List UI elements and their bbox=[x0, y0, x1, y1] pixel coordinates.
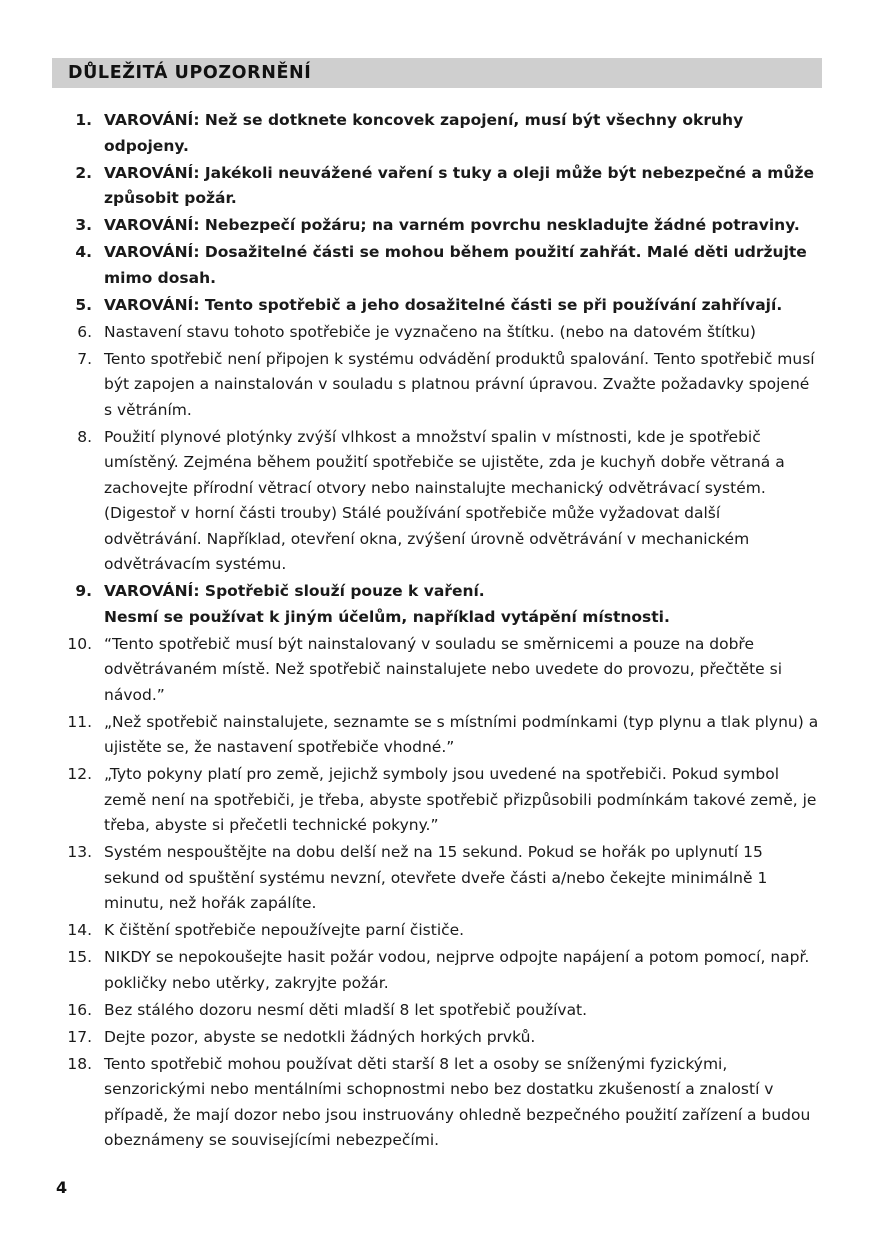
list-item-text: VAROVÁNÍ: Nebezpečí požáru; na varném povrchu neskladujte žádné potraviny. bbox=[104, 216, 800, 234]
list-item bbox=[52, 918, 822, 944]
list-item-text: K čištění spotřebiče nepoužívejte parní čističe. bbox=[104, 921, 465, 939]
list-item-number: 7. bbox=[77, 349, 92, 368]
list-item bbox=[52, 1052, 822, 1154]
list-item bbox=[52, 425, 822, 578]
list-item-text-line1: VAROVÁNÍ: Spotřebič slouží pouze k vaření. bbox=[104, 582, 485, 600]
list-item-number: 3. bbox=[75, 216, 92, 234]
list-item bbox=[52, 945, 822, 996]
list-item-text: Nastavení stavu tohoto spotřebiče je vyznačeno na štítku. (nebo na datovém štítku) bbox=[104, 322, 756, 341]
list-item-text: VAROVÁNÍ: Než se dotknete koncovek zapojení, musí být všechny okruhy odpojeny. bbox=[104, 111, 744, 155]
list-item-text: “Tento spotřebič musí být nainstalovaný v souladu se směrnicemi a pouze na dobře odvětrávaném místě. Než spotřebič nainstalujete nebo uvedete do provozu, přečtěte si návod.” bbox=[104, 634, 783, 704]
section-header-band bbox=[52, 58, 822, 88]
list-item-number: 16. bbox=[67, 1000, 92, 1019]
list-item-number: 11. bbox=[67, 712, 92, 731]
list-item bbox=[52, 161, 822, 212]
list-item-number: 12. bbox=[67, 765, 92, 783]
list-item bbox=[52, 213, 822, 239]
list-item-text: VAROVÁNÍ: Jakékoli neuvážené vaření s tuky a oleji může být nebezpečné a může způsobit požár. bbox=[104, 163, 815, 207]
list-item-number: 14. bbox=[67, 921, 92, 939]
list-item-number: 2. bbox=[75, 163, 92, 182]
list-item-number: 9. bbox=[75, 582, 92, 600]
list-item-text bbox=[104, 579, 822, 630]
list-item-number: 18. bbox=[67, 1054, 92, 1073]
list-item bbox=[52, 840, 822, 917]
list-item bbox=[52, 240, 822, 291]
list-item-text: VAROVÁNÍ: Tento spotřebič a jeho dosažitelné části se při používání zahřívají. bbox=[104, 295, 783, 314]
list-item-text: Tento spotřebič není připojen k systému odvádění produktů spalování. Tento spotřebič musí být zapojen a nainstalován v souladu s platnou právní úpravou. Zvažte požadavky spojené s větráním. bbox=[104, 349, 815, 419]
list-item-text: VAROVÁNÍ: Dosažitelné části se mohou během použití zahřát. Malé děti udržujte mimo dosah. bbox=[104, 243, 807, 287]
list-item bbox=[52, 579, 822, 630]
list-item-text: Bez stálého dozoru nesmí děti mladší 8 let spotřebič používat. bbox=[104, 1000, 588, 1019]
list-item-text-line2: Nesmí se používat k jiným účelům, například vytápění místnosti. bbox=[104, 607, 670, 626]
warnings-content bbox=[52, 108, 822, 1155]
list-item-number: 4. bbox=[75, 243, 92, 261]
list-item-text: „Než spotřebič nainstalujete, seznamte se s místními podmínkami (typ plynu a tlak plynu) a ujistěte se, že nastavení spotřebiče vhodné.” bbox=[104, 712, 819, 756]
page-number: 4 bbox=[56, 1178, 68, 1197]
list-item-text: Dejte pozor, abyste se nedotkli žádných horkých prvků. bbox=[104, 1027, 536, 1046]
list-item-text: NIKDY se nepokoušejte hasit požár vodou, nejprve odpojte napájení a potom pomocí, např. pokličky nebo utěrky, zakryjte požár. bbox=[104, 948, 810, 992]
list-item-number: 15. bbox=[67, 948, 92, 966]
list-item bbox=[52, 320, 822, 346]
list-item bbox=[52, 998, 822, 1024]
warnings-list bbox=[52, 108, 822, 1154]
list-item-text: Použití plynové plotýnky zvýší vlhkost a množství spalin v místnosti, kde je spotřebič umístěný. Zejména během použití spotřebiče se ujistěte, zda je kuchyň dobře větraná a zachovejte přírodní větrací otvory nebo nainstalujte mechanický odvětrávací systém. (Digestoř v horní části trouby) Stálé používání spotřebiče může vyžadovat další odvětrávání. Například, otevření okna, zvýšení úrovně odvětrávání v mechanickém odvětrávacím systému. bbox=[104, 427, 785, 573]
list-item-text: „Tyto pokyny platí pro země, jejichž symboly jsou uvedené na spotřebiči. Pokud symbol země není na spotřebiči, je třeba, abyste spotřebič přizpůsobili podmínkám takové země, je třeba, abyste si přečetli technické pokyny.” bbox=[104, 765, 817, 834]
page-title: DŮLEŽITÁ UPOZORNĚNÍ bbox=[68, 63, 312, 83]
list-item-number: 13. bbox=[67, 843, 92, 861]
list-item-number: 10. bbox=[67, 634, 92, 653]
list-item bbox=[52, 347, 822, 424]
list-item-number: 5. bbox=[75, 295, 92, 314]
list-item-number: 17. bbox=[67, 1027, 92, 1046]
list-item bbox=[52, 108, 822, 159]
list-item-number: 6. bbox=[77, 322, 92, 341]
list-item bbox=[52, 632, 822, 709]
list-item bbox=[52, 710, 822, 761]
list-item-number: 8. bbox=[77, 427, 92, 446]
list-item-number: 1. bbox=[75, 111, 92, 129]
list-item bbox=[52, 1025, 822, 1051]
list-item bbox=[52, 293, 822, 319]
list-item bbox=[52, 762, 822, 839]
list-item-text: Tento spotřebič mohou používat děti starší 8 let a osoby se sníženými fyzickými, senzorickými nebo mentálními schopnostmi nebo bez dostatku zkušeností a znalostí v případě, že mají dozor nebo jsou instruovány ohledně bezpečného použití zařízení a budou obeznámeny se souvisejícími nebezpečími. bbox=[104, 1054, 811, 1149]
list-item-text: Systém nespouštějte na dobu delší než na 15 sekund. Pokud se hořák po uplynutí 15 sekund od spuštění systému nevzní, otevřete dveře části a/nebo čekejte minimálně 1 minutu, než hořák zapálíte. bbox=[104, 843, 768, 912]
